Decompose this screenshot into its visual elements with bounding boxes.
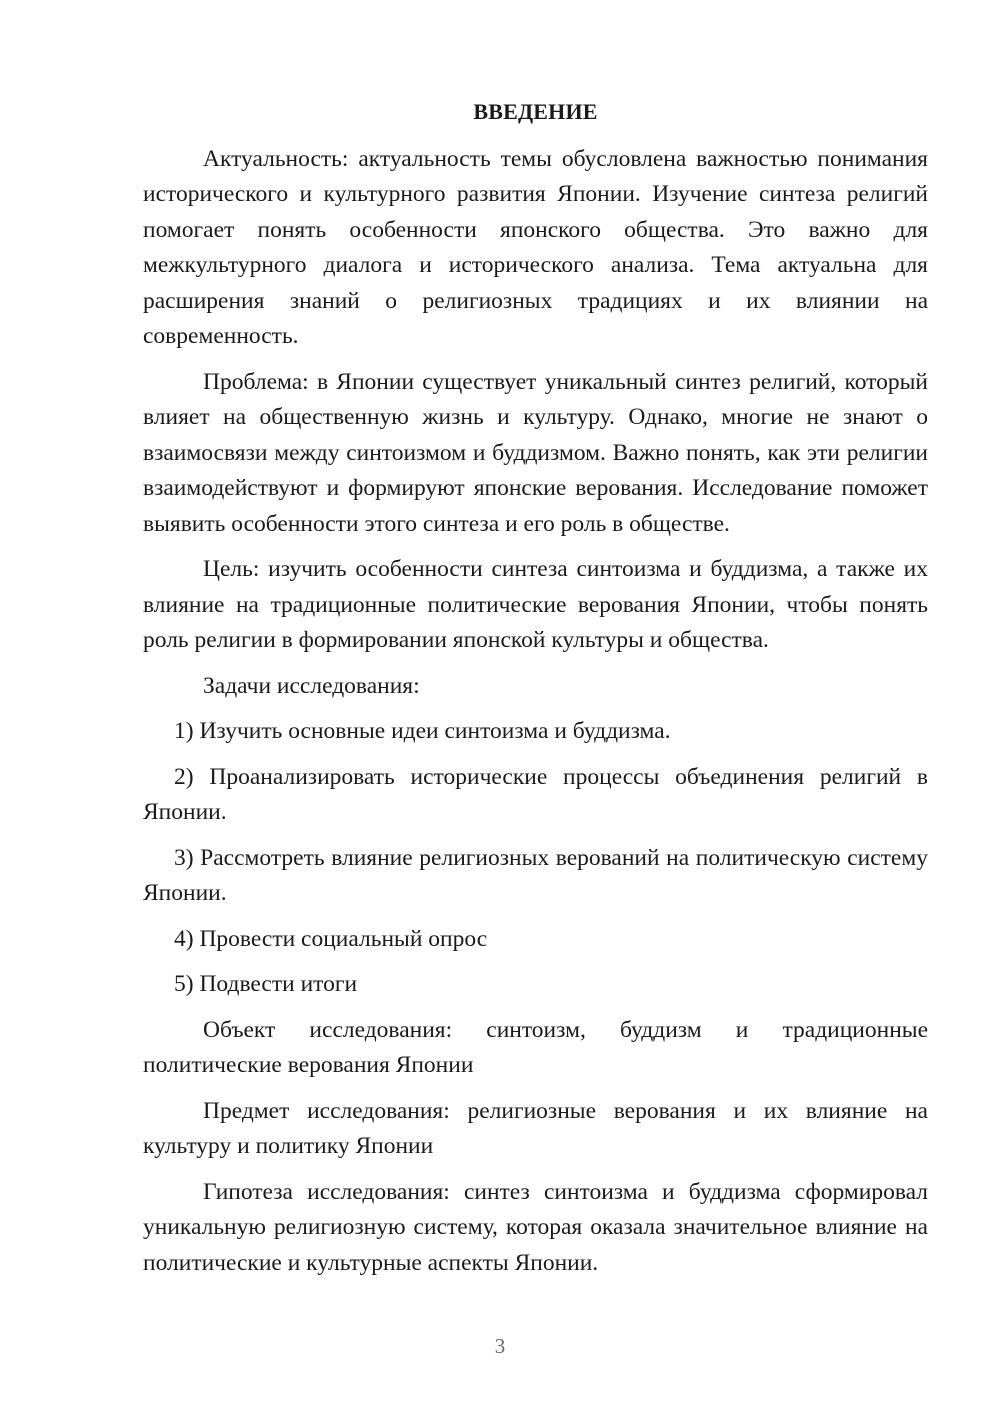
hypothesis-paragraph: Гипотеза исследования: синтез синтоизма и буддизма сформировал уникальную религиозную систему, которая оказала значительное влияние на политические и культурные аспекты Японии. bbox=[143, 1178, 928, 1276]
task-item-1: 1) Изучить основные идеи синтоизма и буддизма. bbox=[174, 718, 671, 744]
task-item-4: 4) Провести социальный опрос bbox=[174, 925, 488, 952]
task-item-5: 5) Подвести итоги bbox=[174, 971, 358, 997]
task-item-2: 2) Проанализировать исторические процессы объединения религий в Японии. bbox=[143, 763, 928, 825]
object-paragraph: Объект исследования: синтоизм, буддизм и традиционные политические верования Японии bbox=[143, 1016, 928, 1078]
tasks-list bbox=[143, 714, 928, 1003]
section-title: ВВЕДЕНИЕ bbox=[473, 99, 598, 124]
problem-paragraph: Проблема: в Японии существует уникальный синтез религий, который влияет на общественную жизнь и культуру. Однако, многие не знают о взаимосвязи между синтоизмом и буддизмом. Важно понять, как эти религии взаимодействуют и формируют японские верования. Исследование поможет выявить особенности этого синтеза и его роль в обществе. bbox=[143, 368, 928, 537]
tasks-heading: Задачи исследования: bbox=[203, 672, 420, 699]
page-number: 3 bbox=[494, 1334, 506, 1358]
task-item-3: 3) Рассмотреть влияние религиозных верований на политическую систему Японии. bbox=[143, 844, 928, 906]
page-content bbox=[143, 94, 928, 1291]
relevance-paragraph: Актуальность: актуальность темы обусловлена важностью понимания исторического и культурного развития Японии. Изучение синтеза религий помогает понять особенности японского общества. Это важно для межкультурного диалога и исторического анализа. Тема актуальна для расширения знаний о религиозных традициях и их влиянии на современность. bbox=[143, 145, 928, 349]
goal-paragraph: Цель: изучить особенности синтеза синтоизма и буддизма, а также их влияние на традиционные политические верования Японии, чтобы понять роль религии в формировании японской культуры и общества. bbox=[143, 556, 928, 653]
subject-paragraph: Предмет исследования: религиозные верования и их влияние на культуру и политику Японии bbox=[143, 1097, 928, 1159]
